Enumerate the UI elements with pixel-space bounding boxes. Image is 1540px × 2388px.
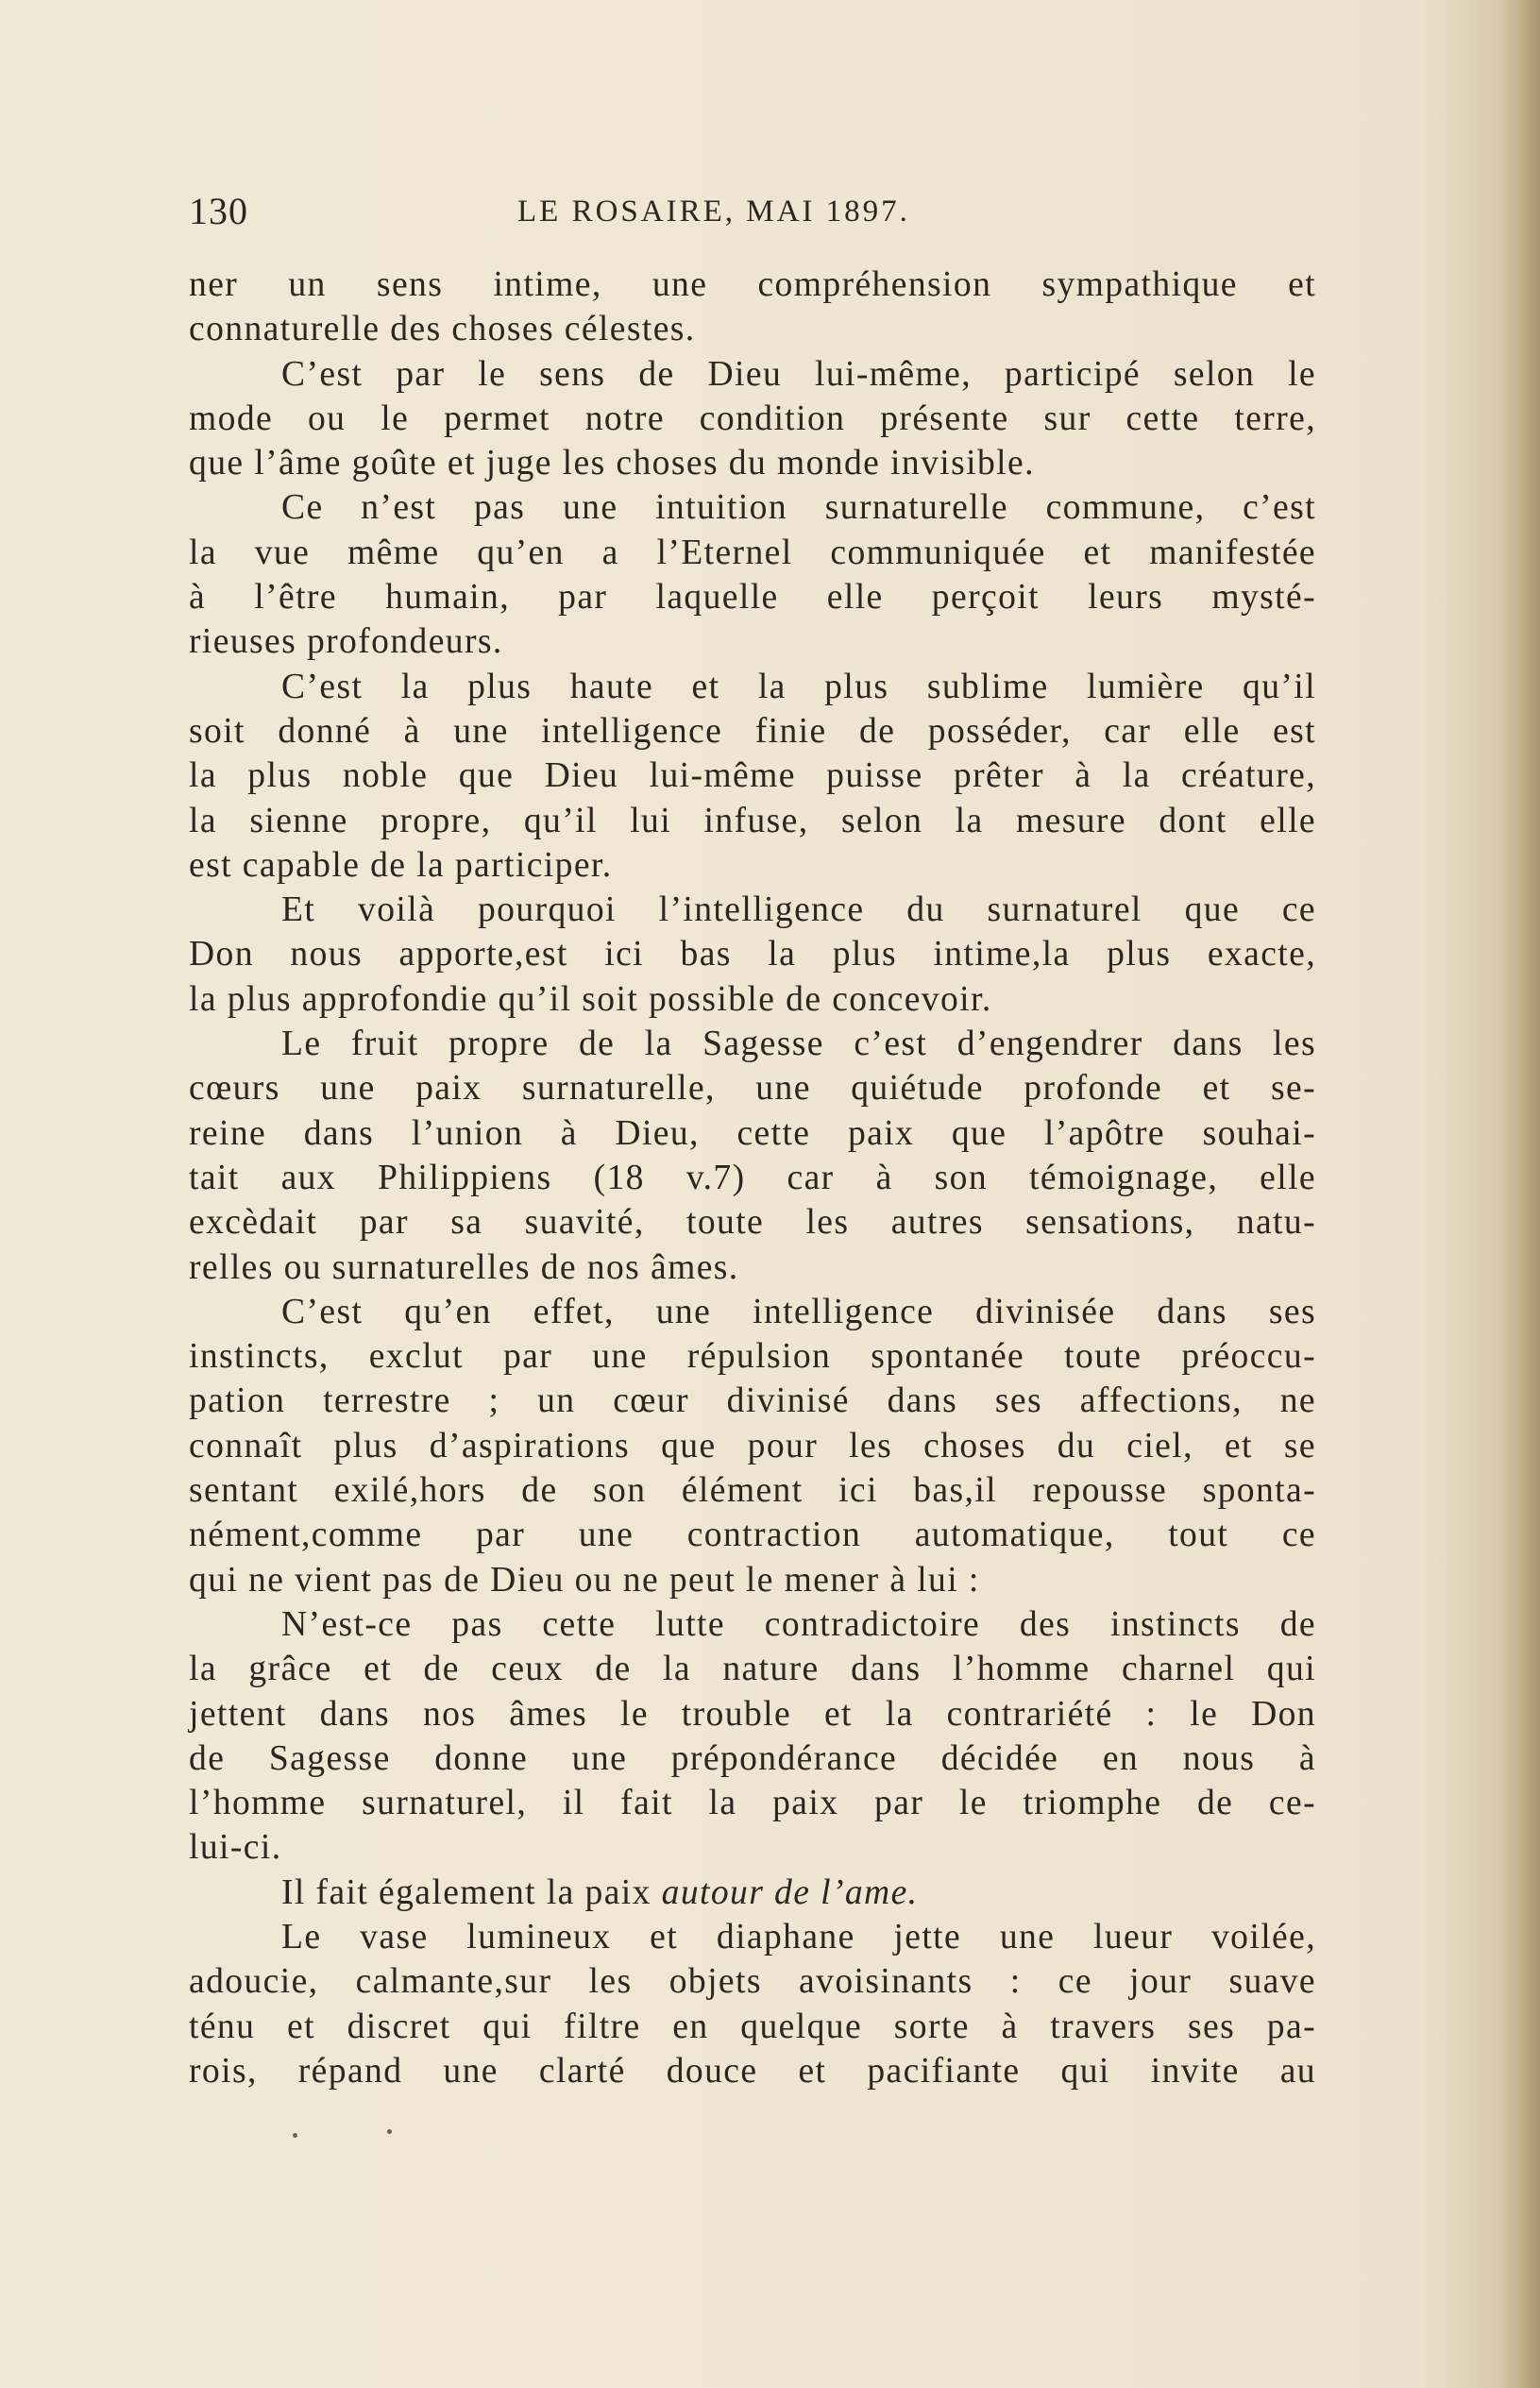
- ink-speck: [293, 2133, 297, 2138]
- text-line: [189, 665, 1316, 709]
- text-line-content: Il fait également la paix: [281, 1872, 662, 1912]
- text-line-content: rieuses profondeurs.: [189, 622, 503, 662]
- text-line-content: C’est qu’en effet, une intelligence divinisée dans ses: [281, 1292, 1316, 1331]
- text-line-content: à l’être humain, par laquelle elle perçoit leurs mysté-: [189, 578, 1316, 618]
- text-line-content: qui ne vient pas de Dieu ou ne peut le mener à lui :: [189, 1560, 980, 1600]
- text-line: [189, 1424, 1316, 1468]
- text-line-content: Et voilà pourquoi l’intelligence du surnaturel que ce: [281, 890, 1316, 930]
- text-line: [189, 1111, 1316, 1156]
- text-line: [189, 1379, 1316, 1423]
- text-line: [189, 932, 1316, 976]
- text-line-content: la plus noble que Dieu lui-même puisse prêter à la créature,: [189, 756, 1316, 796]
- text-line-content: Le fruit propre de la Sagesse c’est d’engendrer dans les: [281, 1025, 1316, 1064]
- text-line-content: connaît plus d’aspirations que pour les choses du ciel, et se: [189, 1426, 1316, 1465]
- body-text: [189, 263, 1316, 2093]
- text-line-content: soit donné à une intelligence finie de posséder, car elle est: [189, 711, 1316, 751]
- text-line-content: l’homme surnaturel, il fait la paix par le triomphe de ce-: [189, 1784, 1316, 1823]
- text-line: [189, 1022, 1316, 1066]
- text-line: [189, 1468, 1316, 1513]
- text-line: [189, 2049, 1316, 2093]
- text-line: [189, 1871, 1316, 1915]
- text-line-content: reine dans l’union à Dieu, cette paix que l’apôtre souhai-: [189, 1113, 1316, 1153]
- text-line-content: cœurs une paix surnaturelle, une quiétude profonde et se-: [189, 1069, 1316, 1109]
- text-line-content: relles ou surnaturelles de nos âmes.: [189, 1247, 739, 1287]
- text-line: [189, 1692, 1316, 1736]
- text-line: [189, 1647, 1316, 1691]
- text-line-content: la vue même qu’en a l’Eternel communiquée et manifestée: [189, 533, 1316, 572]
- text-line: [189, 1513, 1316, 1557]
- text-line-content: tait aux Philippiens (18 v.7) car à son témoignage, elle: [189, 1158, 1316, 1197]
- italic-phrase: autour de l’ame.: [661, 1872, 919, 1912]
- text-line-content: excèdait par sa suavité, toute les autres sensations, natu-: [189, 1203, 1316, 1243]
- text-line: [189, 1736, 1316, 1781]
- text-line: [189, 619, 1316, 664]
- text-line: [189, 1915, 1316, 1959]
- text-line: [189, 307, 1316, 351]
- text-line-content: Le vase lumineux et diaphane jette une lueur voilée,: [281, 1917, 1316, 1956]
- text-line: [189, 1334, 1316, 1379]
- text-line-content: C’est par le sens de Dieu lui-même, participé selon le: [281, 354, 1316, 394]
- text-line: [189, 352, 1316, 397]
- text-line: [189, 1066, 1316, 1110]
- text-line-content: adoucie, calmante,sur les objets avoisinants : ce jour suave: [189, 1962, 1316, 2002]
- text-line: [189, 1781, 1316, 1825]
- text-line-content: C’est la plus haute et la plus sublime lumière qu’il: [281, 667, 1316, 706]
- text-line: [189, 1959, 1316, 2004]
- page-header: [189, 189, 1316, 246]
- text-line-content: ténu et discret qui filtre en quelque sorte à travers ses pa-: [189, 2007, 1316, 2046]
- ink-speck: [387, 2129, 392, 2134]
- text-line-content: la plus approfondie qu’il soit possible de concevoir.: [189, 979, 992, 1019]
- text-line-content: Don nous apporte,est ici bas la plus intime,la plus exacte,: [189, 935, 1316, 974]
- text-line: [189, 1156, 1316, 1200]
- text-line: [189, 531, 1316, 575]
- running-title: LE ROSAIRE, MAI 1897.: [517, 195, 910, 229]
- text-line-content: est capable de la participer.: [189, 845, 613, 885]
- text-line-content: N’est-ce pas cette lutte contradictoire des instincts de: [281, 1604, 1316, 1644]
- text-line-content: pation terrestre ; un cœur divinisé dans ses affections, ne: [189, 1381, 1316, 1421]
- text-line: [189, 1825, 1316, 1870]
- text-line-content: lui-ci.: [189, 1828, 282, 1868]
- text-line-content: rois, répand une clarté douce et pacifiante qui invite au: [189, 2051, 1316, 2091]
- text-line-content: que l’âme goûte et juge les choses du monde invisible.: [189, 444, 1035, 483]
- text-line: [189, 977, 1316, 1022]
- text-line: [189, 441, 1316, 485]
- text-line-content: sentant exilé,hors de son élément ici bas,il repousse sponta-: [189, 1471, 1316, 1511]
- text-line: [189, 575, 1316, 619]
- text-line-content: ner un sens intime, une compréhension sympathique et: [189, 265, 1316, 304]
- page-edge-shadow: [1500, 0, 1540, 2388]
- text-line: [189, 1602, 1316, 1647]
- text-line: [189, 263, 1316, 307]
- text-line-content: connaturelle des choses célestes.: [189, 310, 696, 349]
- text-line-content: la sienne propre, qu’il lui infuse, selon la mesure dont elle: [189, 801, 1316, 840]
- text-line: [189, 397, 1316, 441]
- text-line: [189, 888, 1316, 932]
- text-line: [189, 2005, 1316, 2049]
- text-line-content: jettent dans nos âmes le trouble et la contrariété : le Don: [189, 1694, 1316, 1734]
- text-line: [189, 1245, 1316, 1290]
- text-line-content: nément,comme par une contraction automatique, tout ce: [189, 1516, 1316, 1555]
- text-line-content: de Sagesse donne une prépondérance décidée en nous à: [189, 1738, 1316, 1778]
- text-line: [189, 709, 1316, 754]
- page-number: 130: [189, 190, 248, 232]
- text-line: [189, 485, 1316, 530]
- text-line-content: instincts, exclut par une répulsion spontanée toute préoccu-: [189, 1337, 1316, 1377]
- text-line: [189, 799, 1316, 843]
- text-line-content: mode ou le permet notre condition présente sur cette terre,: [189, 398, 1316, 438]
- text-line: [189, 843, 1316, 888]
- text-line-content: la grâce et de ceux de la nature dans l’homme charnel qui: [189, 1650, 1316, 1689]
- text-line-content: Ce n’est pas une intuition surnaturelle commune, c’est: [281, 488, 1316, 528]
- text-line: [189, 1558, 1316, 1602]
- text-line: [189, 1290, 1316, 1334]
- text-line: [189, 754, 1316, 798]
- text-line: [189, 1200, 1316, 1245]
